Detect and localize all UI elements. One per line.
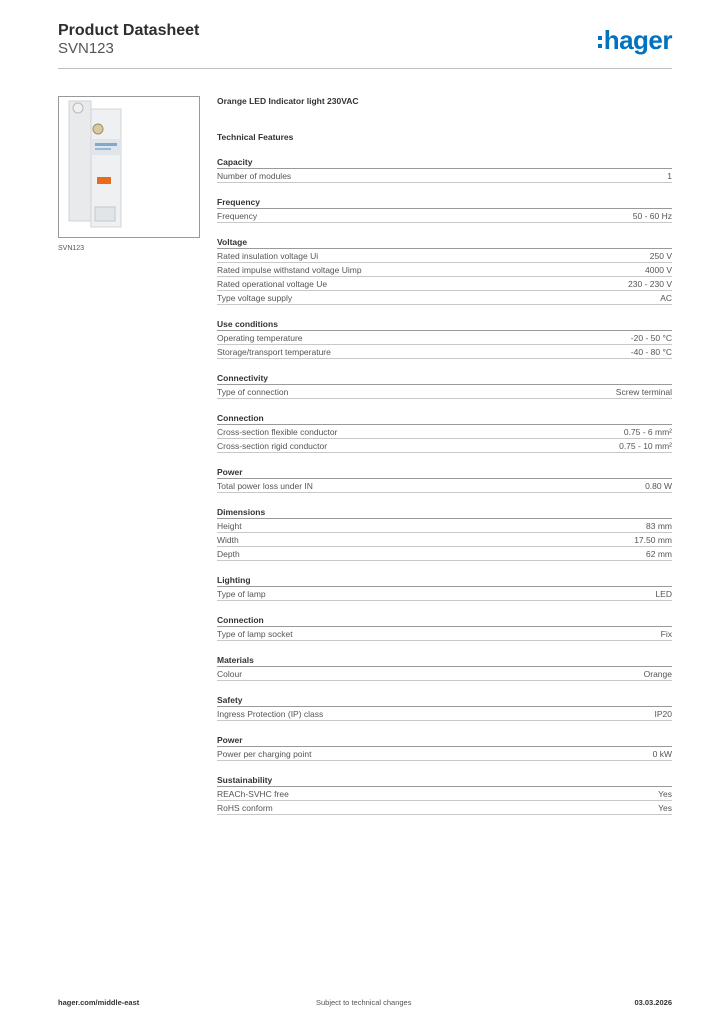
spec-value: IP20	[654, 709, 672, 719]
spec-section-connectivity	[217, 373, 672, 399]
spec-value: 230 - 230 V	[628, 279, 672, 289]
spec-value: 0.75 - 6 mm²	[623, 427, 672, 437]
logo-text: hager	[603, 24, 672, 55]
spec-label: Type voltage supply	[217, 293, 293, 303]
section-title: Safety	[217, 695, 672, 707]
technical-features-heading: Technical Features	[217, 132, 294, 142]
spec-row	[217, 587, 672, 601]
spec-row	[217, 345, 672, 359]
spec-section-use-conditions	[217, 319, 672, 359]
spec-row	[217, 519, 672, 533]
page-title: Product Datasheet	[58, 22, 200, 39]
spec-section-power	[217, 467, 672, 493]
spec-value: LED	[655, 589, 672, 599]
spec-label: Number of modules	[217, 171, 292, 181]
product-name: Orange LED Indicator light 230VAC	[217, 96, 359, 106]
indicator-light-device-icon	[59, 97, 199, 237]
spec-value: 17.50 mm	[634, 535, 672, 545]
spec-row	[217, 707, 672, 721]
spec-row	[217, 425, 672, 439]
spec-value: Yes	[658, 803, 672, 813]
spec-label: Width	[217, 535, 239, 545]
spec-label: Colour	[217, 669, 243, 679]
spec-content	[217, 96, 672, 815]
spec-row	[217, 277, 672, 291]
spec-value: 0.80 W	[645, 481, 672, 491]
spec-row	[217, 439, 672, 453]
section-title: Dimensions	[217, 507, 672, 519]
spec-section-sustainability	[217, 775, 672, 815]
spec-section-lighting	[217, 575, 672, 601]
spec-row	[217, 331, 672, 345]
section-title: Voltage	[217, 237, 672, 249]
spec-row	[217, 249, 672, 263]
spec-value: -40 - 80 °C	[630, 347, 672, 357]
spec-label: Power per charging point	[217, 749, 312, 759]
spec-label: Total power loss under IN	[217, 481, 313, 491]
spec-value: 83 mm	[646, 521, 672, 531]
section-title: Power	[217, 467, 672, 479]
spec-value: 1	[667, 171, 672, 181]
spec-section-voltage	[217, 237, 672, 305]
spec-row	[217, 627, 672, 641]
spec-row	[217, 547, 672, 561]
section-title: Capacity	[217, 157, 672, 169]
page-header	[58, 22, 672, 69]
spec-row	[217, 747, 672, 761]
section-title: Power	[217, 735, 672, 747]
footer-notice: Subject to technical changes	[316, 998, 412, 1007]
spec-label: Rated insulation voltage Ui	[217, 251, 319, 261]
spec-section-capacity	[217, 157, 672, 183]
logo-dots-icon	[598, 34, 602, 50]
spec-row	[217, 263, 672, 277]
spec-label: Ingress Protection (IP) class	[217, 709, 324, 719]
spec-value: Orange	[643, 669, 672, 679]
footer-website-link[interactable]: hager.com/middle-east	[58, 998, 140, 1007]
spec-label: Type of connection	[217, 387, 289, 397]
spec-section-materials	[217, 655, 672, 681]
spec-section-connection	[217, 413, 672, 453]
spec-section-safety	[217, 695, 672, 721]
footer-date: 03.03.2026	[634, 998, 672, 1007]
spec-label: Storage/transport temperature	[217, 347, 331, 357]
spec-value: 50 - 60 Hz	[632, 211, 672, 221]
spec-value: 62 mm	[646, 549, 672, 559]
spec-row	[217, 169, 672, 183]
section-title: Use conditions	[217, 319, 672, 331]
section-title: Connection	[217, 413, 672, 425]
section-title: Connection	[217, 615, 672, 627]
spec-row	[217, 787, 672, 801]
section-title: Materials	[217, 655, 672, 667]
section-title: Connectivity	[217, 373, 672, 385]
spec-section-lamp-connection	[217, 615, 672, 641]
spec-row	[217, 533, 672, 547]
section-title: Sustainability	[217, 775, 672, 787]
spec-value: 0 kW	[652, 749, 672, 759]
spec-label: Rated operational voltage Ue	[217, 279, 328, 289]
spec-label: Operating temperature	[217, 333, 303, 343]
spec-value: 250 V	[649, 251, 672, 261]
product-image-caption: SVN123	[58, 245, 85, 252]
spec-value: Fix	[660, 629, 672, 639]
spec-row	[217, 385, 672, 399]
spec-value: Screw terminal	[615, 387, 672, 397]
spec-label: Height	[217, 521, 242, 531]
spec-row	[217, 479, 672, 493]
spec-label: Type of lamp socket	[217, 629, 293, 639]
spec-label: Rated impulse withstand voltage Uimp	[217, 265, 362, 275]
section-title: Lighting	[217, 575, 672, 587]
spec-row	[217, 801, 672, 815]
spec-label: Frequency	[217, 211, 258, 221]
spec-value: Yes	[658, 789, 672, 799]
section-title: Frequency	[217, 197, 672, 209]
spec-value: AC	[660, 293, 672, 303]
page-subtitle: SVN123	[58, 40, 114, 57]
spec-value: 0.75 - 10 mm²	[619, 441, 672, 451]
spec-label: RoHS conform	[217, 803, 273, 813]
spec-row	[217, 209, 672, 223]
spec-label: Cross-section rigid conductor	[217, 441, 328, 451]
spec-value: -20 - 50 °C	[630, 333, 672, 343]
spec-label: Type of lamp	[217, 589, 266, 599]
spec-section-dimensions	[217, 507, 672, 561]
spec-label: Cross-section flexible conductor	[217, 427, 338, 437]
spec-section-frequency	[217, 197, 672, 223]
spec-value: 4000 V	[645, 265, 672, 275]
hager-logo	[598, 25, 672, 55]
spec-section-charging-power	[217, 735, 672, 761]
product-image	[58, 96, 200, 238]
spec-label: REACh-SVHC free	[217, 789, 289, 799]
spec-row	[217, 667, 672, 681]
spec-label: Depth	[217, 549, 240, 559]
spec-row	[217, 291, 672, 305]
